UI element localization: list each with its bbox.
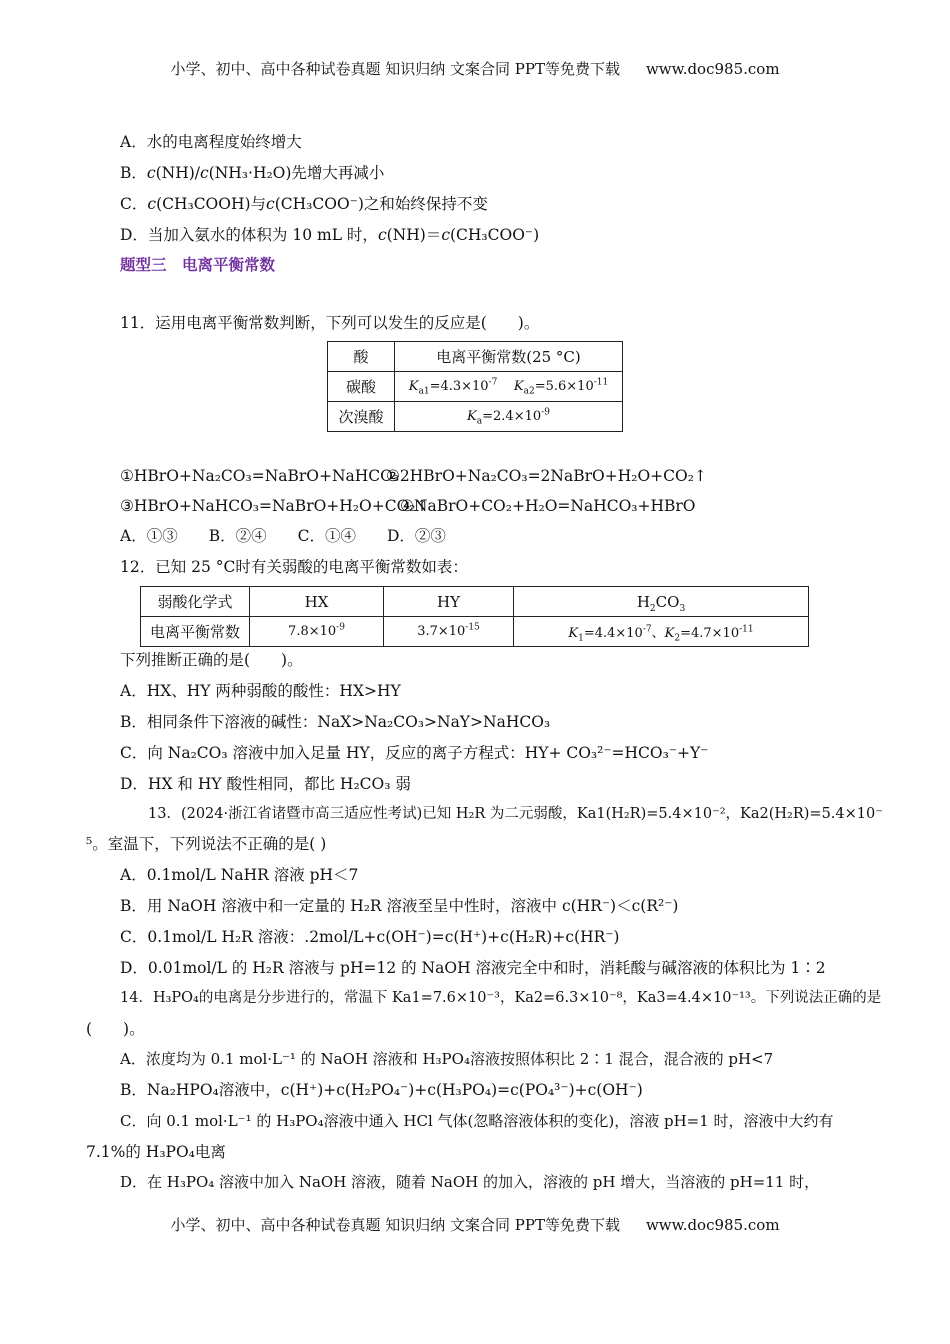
q12-stem: 12．已知 25 °C时有关弱酸的电离平衡常数如表：: [120, 558, 468, 576]
table-cell-formula: $K_a=2.4\times 10^{-9}$: [395, 402, 623, 432]
q14-option-d: D．在 H₃PO₄ 溶液中加入 NaOH 溶液，随着 NaOH 的加入，溶液的 pH 增大，当溶液的 pH=11 时，: [120, 1173, 820, 1191]
header-text: 小学、初中、高中各种试卷真题 知识归纳 文案合同 PPT等免费下载: [170, 60, 620, 78]
table-cell-formula: $7.8\times 10^{-9}$: [250, 617, 384, 647]
table-row: [328, 342, 623, 372]
q14-option-a: A．浓度均为 0.1 mol·L⁻¹ 的 NaOH 溶液和 H₃PO₄溶液按照体积比 2∶1 混合，混合液的 pH<7: [120, 1050, 774, 1068]
q14-stem-line2: ( )。: [86, 1020, 145, 1038]
q10-option-d: D．当加入氨水的体积为 10 mL 时，c(NH)＝c(CH₃COO⁻): [120, 226, 540, 244]
q12-option-a: A．HX、HY 两种弱酸的酸性：HX>HY: [120, 682, 401, 700]
table-row: [141, 587, 809, 617]
q10-option-b: B．c(NH)/c(NH₃·H₂O)先增大再减小: [120, 164, 385, 182]
q13-stem-line2: ⁵。室温下，下列说法不正确的是( ): [86, 835, 327, 853]
table-row: [328, 372, 623, 402]
q12-option-d: D．HX 和 HY 酸性相同，都比 H₂CO₃ 弱: [120, 775, 411, 793]
table-header-cell: HX: [250, 587, 384, 617]
table-row: [328, 402, 623, 432]
q13-option-b: B．用 NaOH 溶液中和一定量的 H₂R 溶液至呈中性时，溶液中 c(HR⁻)＜c(R²⁻): [120, 897, 679, 915]
q13-option-c: C．0.1mol/L H₂R 溶液：.2mol/L+c(OH⁻)=c(H⁺)+c(H₂R)+c(HR⁻): [120, 928, 620, 946]
page-header: [0, 58, 950, 79]
q13-stem-line1: 13．(2024·浙江省诸暨市高三适应性考试)已知 H₂R 为二元弱酸，Ka1(H₂R)=5.4×10⁻²，Ka2(H₂R)=5.4×10⁻: [148, 806, 883, 822]
q11-reaction-3: ③HBrO+NaHCO₃=NaBrO+H₂O+CO₂↑: [120, 497, 429, 515]
q14-stem-line1: 14．H₃PO₄的电离是分步进行的，常温下 Ka1=7.6×10⁻³，Ka2=6.3×10⁻⁸，Ka3=4.4×10⁻¹³。下列说法正确的是: [120, 990, 882, 1006]
table-cell: 次溴酸: [328, 402, 395, 432]
page-footer: [0, 1214, 950, 1235]
q14-option-c-line1: C．向 0.1 mol·L⁻¹ 的 H₃PO₄溶液中通入 HCl 气体(忽略溶液体积的变化)，溶液 pH=1 时，溶液中大约有: [120, 1112, 834, 1130]
footer-text: 小学、初中、高中各种试卷真题 知识归纳 文案合同 PPT等免费下载: [170, 1216, 620, 1234]
table-cell: 电离平衡常数: [141, 617, 250, 647]
table-header-cell: 酸: [328, 342, 395, 372]
table-cell: 碳酸: [328, 372, 395, 402]
q11-reaction-4: ④NaBrO+CO₂+H₂O=NaHCO₃+HBrO: [400, 497, 696, 515]
q11-options: A．①③ B．②④ C．①④ D．②③: [120, 527, 446, 545]
table-cell-formula: $3.7\times 10^{-15}$: [384, 617, 514, 647]
table-row: [141, 617, 809, 647]
q10-option-a: A．水的电离程度始终增大: [120, 133, 302, 151]
q10-option-c: C．c(CH₃COOH)与c(CH₃COO⁻)之和始终保持不变: [120, 195, 488, 213]
table-header-cell: 弱酸化学式: [141, 587, 250, 617]
q11-reaction-1: ①HBrO+Na₂CO₃=NaBrO+NaHCO₃: [120, 467, 400, 485]
table-cell-formula: $K_1=4.4\times 10^{-7}$、$K_2=4.7\times 10^{-11}$: [514, 617, 809, 647]
q11-reaction-2: ②2HBrO+Na₂CO₃=2NaBrO+H₂O+CO₂↑: [386, 467, 707, 485]
table-header-cell: $H_2CO_3$: [514, 587, 809, 617]
q12-option-c: C．向 Na₂CO₃ 溶液中加入足量 HY，反应的离子方程式：HY+ CO₃²⁻=HCO₃⁻+Y⁻: [120, 744, 709, 762]
q12-prompt: 下列推断正确的是( )。: [120, 651, 303, 669]
q11-stem: 11．运用电离平衡常数判断，下列可以发生的反应是( )。: [120, 314, 540, 332]
footer-url[interactable]: www.doc985.com: [645, 1216, 780, 1234]
q14-option-c-line2: 7.1%的 H₃PO₄电离: [86, 1143, 226, 1161]
table-header-cell: HY: [384, 587, 514, 617]
q12-option-b: B．相同条件下溶液的碱性：NaX>Na₂CO₃>NaY>NaHCO₃: [120, 713, 551, 731]
header-url[interactable]: www.doc985.com: [645, 60, 780, 78]
table-header-cell: 电离平衡常数(25 °C): [395, 342, 623, 372]
section-heading: 题型三 电离平衡常数: [120, 255, 276, 274]
q13-option-a: A．0.1mol/L NaHR 溶液 pH＜7: [120, 866, 359, 884]
table-cell-formula: $K_{a1}=4.3\times 10^{-7}$ $K_{a2}=5.6\times 10^{-11}$: [395, 372, 623, 402]
q13-option-d: D．0.01mol/L 的 H₂R 溶液与 pH=12 的 NaOH 溶液完全中和时，消耗酸与碱溶液的体积比为 1∶2: [120, 959, 826, 977]
q12-table: [140, 586, 809, 647]
q14-option-b: B．Na₂HPO₄溶液中，c(H⁺)+c(H₂PO₄⁻)+c(H₃PO₄)=c(PO₄³⁻)+c(OH⁻): [120, 1081, 643, 1099]
q11-table: [327, 341, 623, 432]
